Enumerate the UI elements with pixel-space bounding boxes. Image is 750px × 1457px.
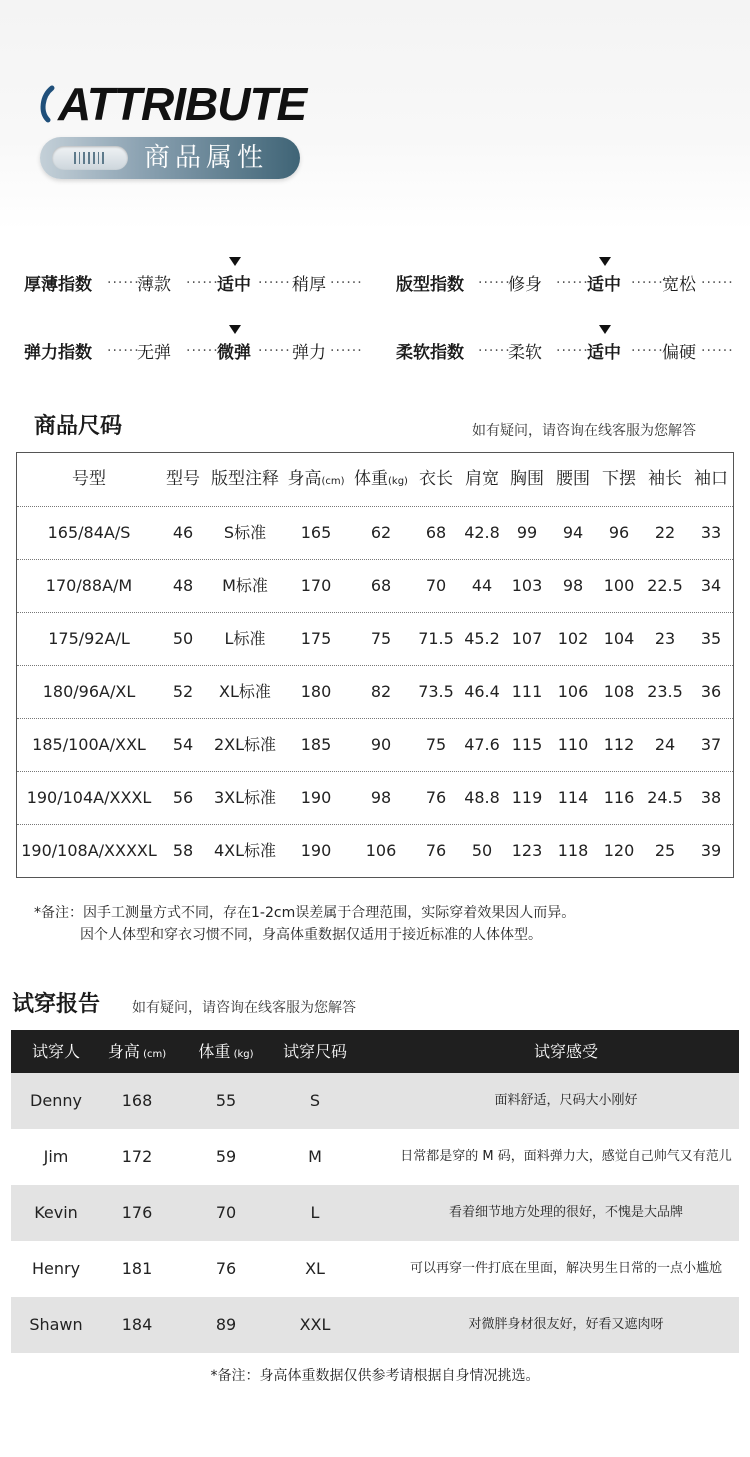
table-cell: 175 — [300, 629, 332, 648]
attr-option-selected: 微弹 — [217, 343, 251, 363]
table-cell: 24 — [654, 735, 676, 754]
attr-dots: ······ — [330, 343, 363, 359]
column-header — [349, 453, 413, 505]
table-cell: 75 — [370, 629, 392, 648]
table-row — [17, 612, 733, 665]
table-cell: 165 — [300, 523, 332, 542]
table-cell: 36 — [700, 682, 722, 701]
table-cell: 68 — [425, 523, 447, 542]
table-row — [11, 1297, 739, 1353]
table-cell: 103 — [511, 576, 543, 595]
column-header — [386, 1030, 746, 1073]
table-cell: 50 — [471, 841, 493, 860]
table-cell: 106 — [365, 841, 397, 860]
table-cell: 22.5 — [647, 576, 683, 595]
attr-dots: ······ — [478, 275, 511, 291]
size-remark-line1: *备注：因手工测量方式不同，存在1-2cm误差属于合理范围，实际穿着效果因人而异。 — [34, 905, 576, 921]
attr-title-1: 厚薄指数 — [24, 275, 92, 295]
table-cell: 185/100A/XXL — [32, 735, 146, 754]
attr-dots: ······ — [701, 275, 734, 291]
table-cell: 180/96A/XL — [42, 682, 136, 701]
tryon-section-title: 试穿报告 — [12, 992, 101, 1017]
table-row — [17, 824, 733, 877]
column-header — [460, 453, 504, 505]
table-cell: 82 — [370, 682, 392, 701]
table-cell: Denny — [30, 1091, 82, 1110]
attr-option-selected: 适中 — [217, 275, 251, 295]
table-cell: 107 — [511, 629, 543, 648]
table-cell: 98 — [562, 576, 584, 595]
attr-dots: ······ — [631, 343, 664, 359]
header-title-cn: 商品属性 — [144, 143, 269, 173]
table-cell: 33 — [700, 523, 722, 542]
table-cell: XXL — [299, 1315, 331, 1334]
column-header-unit: (kg) — [230, 1049, 254, 1060]
size-table-header — [17, 453, 733, 506]
table-cell: S — [309, 1091, 321, 1110]
column-header-text: 胸围 — [510, 469, 544, 489]
table-cell: 58 — [172, 841, 194, 860]
table-cell: 108 — [603, 682, 635, 701]
table-cell: 118 — [557, 841, 589, 860]
table-cell: 71.5 — [418, 629, 454, 648]
table-cell: 165/84A/S — [47, 523, 131, 542]
attr-option-selected: 适中 — [587, 275, 621, 295]
attr-dots: ······ — [631, 275, 664, 291]
size-remark-line2: 因个人体型和穿衣习惯不同，身高体重数据仅适用于接近标准的人体体型。 — [80, 927, 542, 943]
table-cell: 176 — [121, 1203, 153, 1222]
attr-option: 薄款 — [137, 275, 171, 295]
column-header-unit: (cm) — [321, 476, 345, 487]
attr-dots: ······ — [478, 343, 511, 359]
column-header-text: 身高 — [287, 469, 322, 489]
table-cell: M — [308, 1147, 322, 1166]
attr-option: 偏硬 — [662, 343, 696, 363]
table-cell: 99 — [516, 523, 538, 542]
column-header — [281, 453, 351, 505]
attr-option: 弹力 — [292, 343, 326, 363]
table-cell: Jim — [43, 1147, 69, 1166]
table-cell: 100 — [603, 576, 635, 595]
table-cell: 34 — [700, 576, 722, 595]
attr-dots: ······ — [107, 343, 140, 359]
table-cell: 3XL标准 — [213, 788, 277, 807]
table-cell: 70 — [215, 1203, 237, 1222]
tryon-section-note: 如有疑问，请咨询在线客服为您解答 — [132, 1000, 356, 1016]
attr-dots: ······ — [186, 275, 219, 291]
table-cell: S标准 — [223, 523, 267, 542]
column-header-text: 身高 — [107, 1042, 140, 1061]
table-row — [17, 718, 733, 771]
table-cell: 185 — [300, 735, 332, 754]
table-cell: 55 — [215, 1091, 237, 1110]
column-header — [19, 453, 159, 505]
table-cell: 46 — [172, 523, 194, 542]
table-cell: 42.8 — [464, 523, 500, 542]
table-cell: 175/92A/L — [48, 629, 130, 648]
size-section-title: 商品尺码 — [34, 414, 123, 439]
column-header — [643, 453, 687, 505]
column-header — [597, 453, 641, 505]
column-header — [414, 453, 458, 505]
attr-option-selected: 适中 — [587, 343, 621, 363]
column-header — [97, 1030, 177, 1076]
column-header — [270, 1030, 360, 1073]
table-cell: 104 — [603, 629, 635, 648]
table-cell: 115 — [511, 735, 543, 754]
feedback-cell: 面料舒适，尺码大小刚好 — [494, 1093, 638, 1108]
table-row — [17, 665, 733, 718]
column-header-unit: (cm) — [139, 1049, 167, 1060]
table-cell: 56 — [172, 788, 194, 807]
table-cell: 112 — [603, 735, 635, 754]
table-cell: 37 — [700, 735, 722, 754]
table-cell: 102 — [557, 629, 589, 648]
column-header-text: 号型 — [72, 469, 106, 489]
table-cell: 73.5 — [418, 682, 454, 701]
table-cell: 90 — [370, 735, 392, 754]
table-cell: 123 — [511, 841, 543, 860]
table-row — [11, 1185, 739, 1241]
table-cell: M标准 — [222, 576, 268, 595]
column-header — [204, 453, 286, 505]
table-cell: 23 — [654, 629, 676, 648]
table-cell: 62 — [370, 523, 392, 542]
table-cell: XL — [305, 1259, 325, 1278]
column-header-text: 袖长 — [648, 469, 682, 489]
attr-title-4: 柔软指数 — [396, 343, 464, 363]
feedback-cell: 日常都是穿的 M 码，面料弹力大，感觉自己帅气又有范儿 — [400, 1149, 732, 1164]
table-cell: 170 — [300, 576, 332, 595]
table-cell: 22 — [654, 523, 676, 542]
table-cell: 98 — [370, 788, 392, 807]
table-cell: 2XL标准 — [213, 735, 277, 754]
attr-title-3: 弹力指数 — [24, 343, 92, 363]
column-header-text: 版型注释 — [211, 469, 279, 489]
column-header — [186, 1030, 266, 1076]
column-header-text: 体重 — [198, 1042, 231, 1061]
table-cell: 111 — [511, 682, 543, 701]
selected-marker-icon — [599, 257, 611, 266]
attr-option: 宽松 — [662, 275, 696, 295]
table-cell: 168 — [121, 1091, 153, 1110]
attr-dots: ······ — [258, 275, 291, 291]
table-row — [17, 771, 733, 824]
table-row — [11, 1073, 739, 1129]
table-cell: 70 — [425, 576, 447, 595]
table-cell: 45.2 — [464, 629, 500, 648]
feedback-cell: 看着细节地方处理的很好，不愧是大品牌 — [448, 1205, 683, 1220]
tryon-remark: *备注：身高体重数据仅供参考请根据自身情况挑选。 — [210, 1368, 540, 1384]
attr-dots: ······ — [186, 343, 219, 359]
column-header-text: 袖口 — [694, 469, 728, 489]
attr-title-2: 版型指数 — [396, 275, 464, 295]
table-cell: 38 — [700, 788, 722, 807]
selected-marker-icon — [599, 325, 611, 334]
column-header-text: 体重 — [354, 469, 389, 489]
column-header-unit: (kg) — [388, 476, 408, 487]
attr-option: 修身 — [508, 275, 542, 295]
attr-option: 柔软 — [508, 343, 542, 363]
table-cell: 190/104A/XXXL — [26, 788, 152, 807]
table-cell: Henry — [31, 1259, 81, 1278]
table-row — [11, 1241, 739, 1297]
table-cell: 54 — [172, 735, 194, 754]
tryon-table — [11, 1030, 739, 1352]
table-cell: 46.4 — [464, 682, 500, 701]
table-cell: 4XL标准 — [213, 841, 277, 860]
table-cell: 106 — [557, 682, 589, 701]
table-row — [11, 1129, 739, 1185]
header-title-pill — [40, 137, 300, 179]
column-header — [689, 453, 733, 505]
attr-option: 稍厚 — [292, 275, 326, 295]
column-header-text: 试穿尺码 — [282, 1042, 347, 1061]
column-header-text: 试穿人 — [31, 1042, 80, 1061]
table-cell: 190 — [300, 788, 332, 807]
attr-dots: ······ — [330, 275, 363, 291]
attr-dots: ······ — [258, 343, 291, 359]
table-cell: 184 — [121, 1315, 153, 1334]
attr-dots: ······ — [107, 275, 140, 291]
column-header-text: 衣长 — [419, 469, 453, 489]
column-header-text: 腰围 — [556, 469, 590, 489]
column-header-text: 下摆 — [602, 469, 636, 489]
column-header — [163, 453, 203, 505]
table-cell: 94 — [562, 523, 584, 542]
attr-dots: ······ — [556, 275, 589, 291]
table-cell: 48 — [172, 576, 194, 595]
table-cell: 24.5 — [647, 788, 683, 807]
table-cell: 48.8 — [464, 788, 500, 807]
table-cell: 89 — [215, 1315, 237, 1334]
table-cell: 68 — [370, 576, 392, 595]
table-cell: Shawn — [29, 1315, 83, 1334]
table-cell: L标准 — [224, 629, 266, 648]
table-cell: 23.5 — [647, 682, 683, 701]
header-title-en: ATTRIBUTE — [58, 78, 307, 130]
table-cell: L — [310, 1203, 320, 1222]
attr-dots: ······ — [556, 343, 589, 359]
table-cell: 50 — [172, 629, 194, 648]
table-cell: 76 — [215, 1259, 237, 1278]
table-cell: 120 — [603, 841, 635, 860]
tryon-table-header — [11, 1030, 739, 1073]
table-cell: 180 — [300, 682, 332, 701]
size-section-note: 如有疑问，请咨询在线客服为您解答 — [472, 423, 696, 439]
column-header-text: 试穿感受 — [533, 1042, 598, 1061]
selected-marker-icon — [229, 325, 241, 334]
table-cell: 110 — [557, 735, 589, 754]
attr-option: 无弹 — [137, 343, 171, 363]
column-header — [16, 1030, 96, 1073]
attr-dots: ······ — [701, 343, 734, 359]
table-cell: 190 — [300, 841, 332, 860]
table-cell: 119 — [511, 788, 543, 807]
table-cell: 76 — [425, 788, 447, 807]
table-cell: 114 — [557, 788, 589, 807]
table-cell: 170/88A/M — [45, 576, 133, 595]
table-cell: 44 — [471, 576, 493, 595]
pill-slider-icon — [52, 146, 128, 170]
table-cell: 181 — [121, 1259, 153, 1278]
column-header — [551, 453, 595, 505]
table-cell: 52 — [172, 682, 194, 701]
table-cell: 116 — [603, 788, 635, 807]
table-cell: Kevin — [34, 1203, 78, 1222]
table-cell: XL标准 — [219, 682, 271, 701]
table-cell: 59 — [215, 1147, 237, 1166]
brand-bracket-icon — [38, 86, 54, 122]
table-cell: 35 — [700, 629, 722, 648]
table-cell: 96 — [608, 523, 630, 542]
table-cell: 190/108A/XXXXL — [21, 841, 157, 860]
size-table — [16, 452, 734, 878]
feedback-cell: 可以再穿一件打底在里面，解决男生日常的一点小尴尬 — [409, 1261, 722, 1276]
table-row — [17, 506, 733, 559]
column-header-text: 型号 — [166, 469, 200, 489]
table-cell: 172 — [121, 1147, 153, 1166]
column-header-text: 肩宽 — [465, 469, 499, 489]
table-cell: 76 — [425, 841, 447, 860]
table-cell: 47.6 — [464, 735, 500, 754]
table-row — [17, 559, 733, 612]
table-cell: 25 — [654, 841, 676, 860]
column-header — [505, 453, 549, 505]
feedback-cell: 对微胖身材很友好，好看又遮肉呀 — [468, 1317, 664, 1332]
table-cell: 39 — [700, 841, 722, 860]
table-cell: 75 — [425, 735, 447, 754]
selected-marker-icon — [229, 257, 241, 266]
